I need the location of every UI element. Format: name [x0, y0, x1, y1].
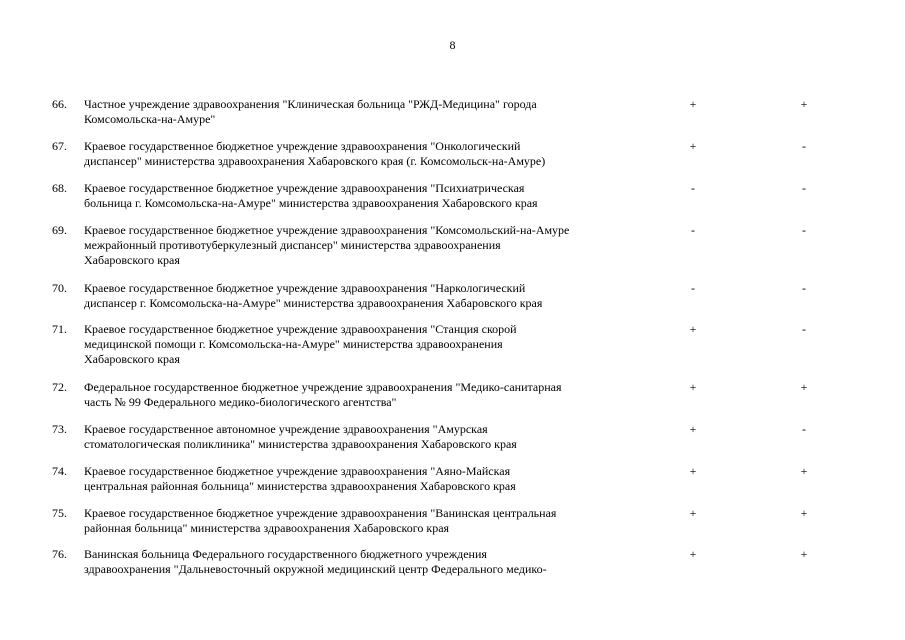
mark-column-1: + [689, 506, 697, 520]
row-number: 73. [52, 422, 67, 436]
mark-column-1: + [689, 97, 697, 111]
institution-name [84, 547, 644, 577]
name-line: районная больница" министерства здравоохранения Хабаровского края [84, 521, 450, 535]
mark-column-1: + [689, 547, 697, 561]
name-line: Частное учреждение здравоохранения "Клиническая больница "РЖД-Медицина" города [84, 97, 537, 111]
mark-column-2: - [802, 181, 806, 195]
mark-column-1: - [691, 181, 695, 195]
mark-column-2: + [800, 97, 808, 111]
name-line: Федеральное государственное бюджетное учреждение здравоохранения "Медико-санитарная [84, 380, 562, 394]
name-line: диспансер" министерства здравоохранения Хабаровского края (г. Комсомольск-на-Амуре) [84, 154, 546, 168]
name-line: Краевое государственное бюджетное учреждение здравоохранения "Ванинская центральная [84, 506, 557, 520]
mark-column-1: + [689, 322, 697, 336]
row-number: 70. [52, 281, 67, 295]
row-number: 71. [52, 322, 67, 336]
mark-column-1: + [689, 380, 697, 394]
institution-name [84, 223, 644, 268]
name-line: Краевое государственное бюджетное учреждение здравоохранения "Психиатрическая [84, 181, 525, 195]
mark-column-2: + [800, 464, 808, 478]
institution-name [84, 422, 644, 452]
row-number: 69. [52, 223, 67, 237]
institution-name [84, 464, 644, 494]
row-number: 76. [52, 547, 67, 561]
name-line: Краевое государственное бюджетное учреждение здравоохранения "Станция скорой [84, 322, 517, 336]
mark-column-2: + [800, 380, 808, 394]
name-line: диспансер г. Комсомольска-на-Амуре" министерства здравоохранения Хабаровского края [84, 296, 543, 310]
name-line: часть № 99 Федерального медико-биологического агентства" [84, 395, 397, 409]
mark-column-1: - [691, 281, 695, 295]
mark-column-1: - [691, 223, 695, 237]
mark-column-1: + [689, 422, 697, 436]
name-line: больница г. Комсомольска-на-Амуре" министерства здравоохранения Хабаровского края [84, 196, 538, 210]
mark-column-2: - [802, 422, 806, 436]
name-line: межрайонный противотуберкулезный диспансер" министерства здравоохранения [84, 238, 501, 252]
row-number: 67. [52, 139, 67, 153]
name-line: Ванинская больница Федерального государственного бюджетного учреждения [84, 547, 487, 561]
name-line: Комсомольска-на-Амуре" [84, 112, 216, 126]
institution-name [84, 97, 644, 127]
institution-name [84, 506, 644, 536]
name-line: стоматологическая поликлиника" министерства здравоохранения Хабаровского края [84, 437, 517, 451]
row-number: 74. [52, 464, 67, 478]
name-line: Краевое государственное автономное учреждение здравоохранения "Амурская [84, 422, 488, 436]
institution-name [84, 181, 644, 211]
name-line: Краевое государственное бюджетное учреждение здравоохранения "Аяно-Майская [84, 464, 511, 478]
mark-column-2: + [800, 506, 808, 520]
mark-column-1: + [689, 464, 697, 478]
institution-name [84, 322, 644, 367]
institution-name [84, 139, 644, 169]
row-number: 72. [52, 380, 67, 394]
row-number: 68. [52, 181, 67, 195]
institution-name [84, 281, 644, 311]
institution-name [84, 380, 644, 410]
name-line: Хабаровского края [84, 352, 180, 366]
mark-column-2: - [802, 139, 806, 153]
row-number: 75. [52, 506, 67, 520]
mark-column-2: - [802, 281, 806, 295]
mark-column-2: - [802, 223, 806, 237]
name-line: центральная районная больница" министерства здравоохранения Хабаровского края [84, 479, 516, 493]
name-line: Краевое государственное бюджетное учреждение здравоохранения "Наркологический [84, 281, 526, 295]
name-line: Хабаровского края [84, 253, 180, 267]
mark-column-2: + [800, 547, 808, 561]
row-number: 66. [52, 97, 67, 111]
name-line: Краевое государственное бюджетное учреждение здравоохранения "Комсомольский-на-Амуре [84, 223, 570, 237]
mark-column-1: + [689, 139, 697, 153]
page-number: 8 [449, 38, 456, 52]
name-line: здравоохранения "Дальневосточный окружной медицинский центр Федерального медико- [84, 562, 547, 576]
name-line: Краевое государственное бюджетное учреждение здравоохранения "Онкологический [84, 139, 521, 153]
name-line: медицинской помощи г. Комсомольска-на-Амуре" министерства здравоохранения [84, 337, 503, 351]
mark-column-2: - [802, 322, 806, 336]
